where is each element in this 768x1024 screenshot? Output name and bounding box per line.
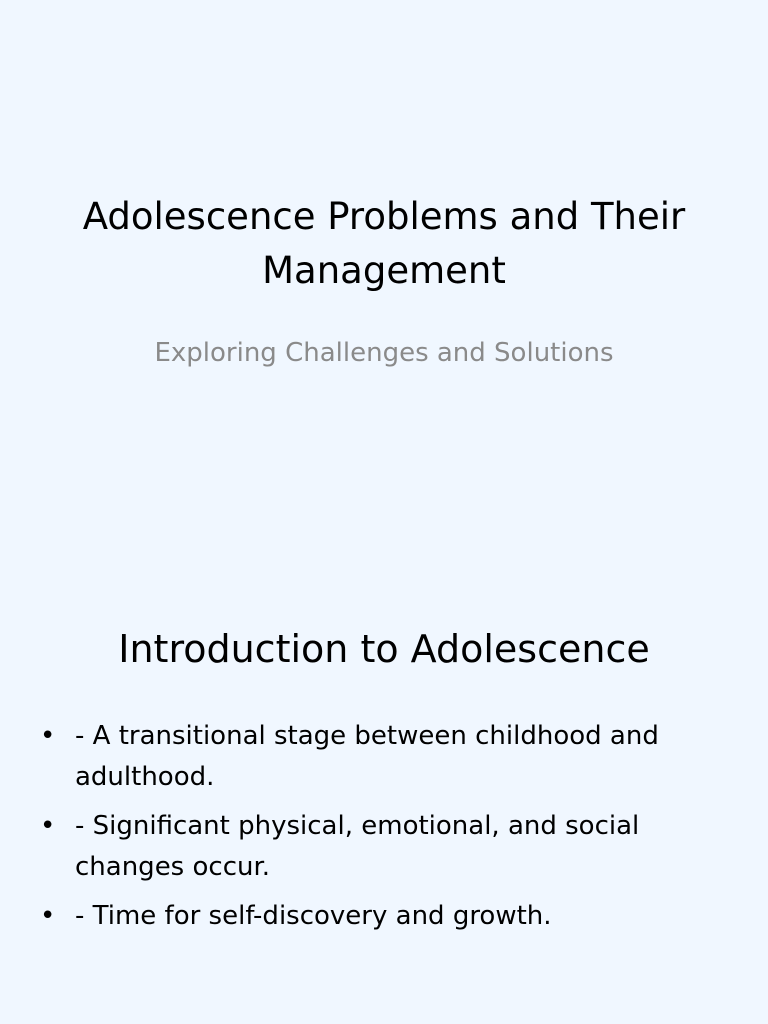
- bullet-item: [40, 806, 710, 888]
- bullet-text: - Time for self-discovery and growth.: [75, 901, 552, 931]
- bullet-item: [40, 896, 710, 937]
- bullet-text: - Significant physical, emotional, and social changes occur.: [75, 811, 640, 882]
- bullet-marker: •: [40, 811, 56, 841]
- presentation-subtitle: Exploring Challenges and Solutions: [154, 338, 614, 368]
- bullet-marker: •: [40, 721, 56, 751]
- bullet-item: [40, 716, 710, 798]
- bullet-marker: •: [40, 901, 56, 931]
- slide-heading: Introduction to Adolescence: [118, 627, 650, 671]
- presentation-title: Adolescence Problems and Their Management: [82, 195, 686, 292]
- content-slide: [0, 512, 768, 1024]
- bullet-text: - A transitional stage between childhood and adulthood.: [75, 721, 659, 792]
- bullet-list: [40, 716, 710, 945]
